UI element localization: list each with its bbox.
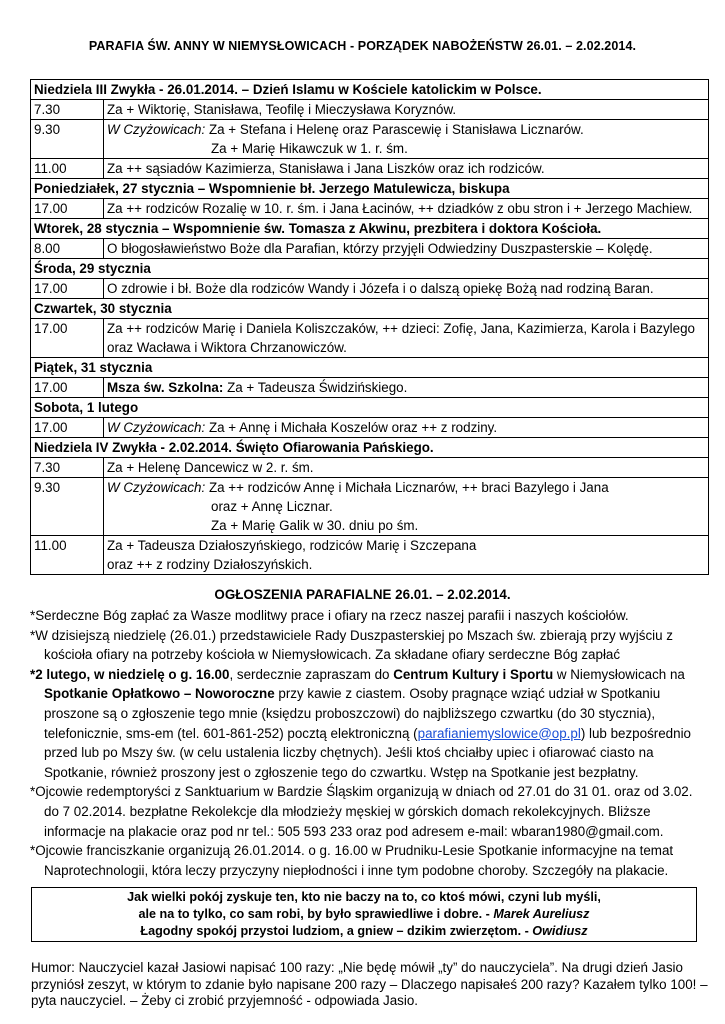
mass-intention: Za + Tadeusza Działoszyńskiego, rodziców Marię i Szczepana: [107, 538, 477, 553]
mass-intention: O zdrowie i bł. Boże dla rodziców Wandy i Józefa i o dalszą opiekę Bożą nad rodziną Baran.: [104, 279, 709, 299]
quote-line: [32, 906, 696, 923]
quote-text: ale na to tylko, co sam robi, by było sprawiedliwe i dobre. -: [138, 907, 494, 921]
mass-intention: Za + Annę i Michała Koszelów oraz ++ z rodziny.: [205, 420, 498, 435]
mass-row: [31, 418, 709, 438]
mass-place: W Czyżowicach:: [107, 122, 206, 137]
mass-time: 7.30: [31, 458, 104, 478]
announcement-bold: Centrum Kultury i Sportu: [393, 666, 554, 682]
day-header: Niedziela III Zwykła - 26.01.2014. – Dzień Islamu w Kościele katolickim w Polsce.: [31, 80, 709, 100]
mass-time: 11.00: [31, 536, 104, 575]
mass-time: 11.00: [31, 159, 104, 179]
mass-intention: Za ++ rodziców Marię i Daniela Koliszczaków, ++ dzieci: Zofię, Jana, Kazimierza, Karola i Bazylego oraz Wacława i Wiktora Chrzanowiczów.: [104, 319, 709, 358]
mass-intention-cell: [104, 478, 709, 536]
announcement-item: *Serdeczne Bóg zapłać za Wasze modlitwy prace i ofiary na rzecz naszej parafii i naszych kościołów.: [30, 608, 629, 623]
announcement-item: [30, 665, 710, 783]
announcement-text: przy kawie z ciastem. Osoby pragnące wziąć udział w Spotkaniu proszone są o zgłoszenie tego mnie (księdzu proboszczowi) do najbliższego czwartku (do 30 stycznia), telefonicznie, sms-em (tel. 601-861-252) pocztą elektroniczną (: [44, 686, 661, 741]
mass-time: 7.30: [31, 100, 104, 120]
mass-row: [31, 536, 709, 575]
mass-row: [31, 239, 709, 259]
announcement-text: , serdecznie zapraszam do: [229, 666, 394, 682]
mass-row: [31, 159, 709, 179]
mass-intention-cell: [104, 378, 709, 398]
mass-intention-cell: [104, 536, 709, 575]
mass-time: 8.00: [31, 239, 104, 259]
quote-text: Łagodny spokój przystoi ludziom, a gniew – dzikim zwierzętom. -: [140, 924, 533, 938]
mass-row: [31, 199, 709, 219]
day-header-row: [31, 299, 709, 319]
day-header: Wtorek, 28 stycznia – Wspomnienie św. Tomasza z Akwinu, prezbitera i doktora Kościoła.: [31, 219, 709, 239]
mass-intention-cell: [104, 418, 709, 438]
quote-line: [32, 923, 696, 940]
mass-intention: Za + Stefana i Helenę oraz Parascewię i Stanisława Licznarów.: [205, 122, 584, 137]
mass-time: 17.00: [31, 279, 104, 299]
mass-row: [31, 458, 709, 478]
day-header-row: [31, 259, 709, 279]
mass-time: 17.00: [31, 199, 104, 219]
mass-row: [31, 478, 709, 536]
announcement-text: w Niemysłowicach na: [553, 666, 685, 682]
announcement-item: *W dzisiejszą niedzielę (26.01.) przedstawiciele Rady Duszpasterskiej po Mszach św. zbierają przy wyjściu z kościoła ofiary na potrzeby kościoła w Niemysłowicach. Za składane ofiary serdeczne Bóg zapłać: [30, 627, 673, 663]
mass-intention: Za ++ sąsiadów Kazimierza, Stanisława i Jana Liszków oraz ich rodziców.: [104, 159, 709, 179]
day-header: Piątek, 31 stycznia: [31, 358, 709, 378]
announcements-list: [30, 606, 710, 880]
announcement-bold: *2 lutego, w niedzielę o g. 16.00: [30, 666, 230, 682]
announcement-bold: Spotkanie Opłatkowo – Noworoczne: [44, 686, 275, 702]
mass-intention: Za + Tadeusza Świdzińskiego.: [223, 380, 408, 395]
day-header-row: [31, 80, 709, 100]
quote-author: Marek Aureliusz: [493, 907, 590, 921]
mass-time: 9.30: [31, 478, 104, 536]
mass-intention-cell: [104, 120, 709, 159]
day-header: Sobota, 1 lutego: [31, 398, 709, 418]
mass-row: [31, 319, 709, 358]
mass-schedule-table: [30, 79, 709, 575]
mass-time: 17.00: [31, 418, 104, 438]
day-header: Poniedziałek, 27 stycznia – Wspomnienie bł. Jerzego Matulewicza, biskupa: [31, 179, 709, 199]
mass-row: [31, 120, 709, 159]
day-header-row: [31, 438, 709, 458]
day-header-row: [31, 398, 709, 418]
announcement-item: *Ojcowie redemptoryści z Sanktuarium w Bardzie Śląskim organizują w dniach od 27.01 do 31 01. oraz od 3.02. do 7 02.2014. bezpłatne Rekolekcje dla młodzieży męskiej w górskich domach rekolekcyjnych. Bliższe informacje na plakacie oraz pod nr tel.: 505 593 233 oraz pod adresem e-mail: wbaran1980@gmail.com.: [30, 784, 693, 839]
humor-text: Humor: Nauczyciel kazał Jasiowi napisać 100 razy: „Nie będę mówił „ty” do nauczyciela”. Na drugi dzień Jasio przyniósł zeszyt, w którym to zdanie było napisane 200 razy – Dlaczego napisałeś 200 razy? Kazałem tylko 100! – pyta nauczyciel. – Żeby ci zrobić przyjemność - odpowiada Jasio.: [31, 960, 708, 1008]
mass-intention: Za + Wiktorię, Stanisława, Teofilę i Mieczysława Koryznów.: [104, 100, 709, 120]
quote-box: [31, 887, 697, 942]
announcement-text: ) lub bezpośrednio przed lub po Mszy św. (w celu ustalenia liczby chętnych). Jeśli ktoś chciałby upiec i ofiarować ciasto na Spotkanie, również proszony jest o zgłoszenie tego do czwartku. Wstęp na Spotkanie jest bezpłatny.: [44, 725, 692, 780]
mass-place: W Czyżowicach:: [107, 420, 206, 435]
mass-time: 17.00: [31, 319, 104, 358]
mass-intention: Za ++ rodziców Annę i Michała Licznarów, ++ braci Bazylego i Jana: [205, 480, 609, 495]
email-link[interactable]: parafianiemyslowice@op.pl: [417, 725, 581, 741]
mass-time: 17.00: [31, 378, 104, 398]
mass-intention: O błogosławieństwo Boże dla Parafian, którzy przyjęli Odwiedziny Duszpasterskie – Kolędę.: [104, 239, 709, 259]
mass-intention-line2: oraz + Annę Licznar.: [211, 499, 333, 514]
mass-type: Msza św. Szkolna:: [107, 380, 224, 395]
day-header: Czwartek, 30 stycznia: [31, 299, 709, 319]
mass-place: W Czyżowicach:: [107, 480, 206, 495]
mass-intention-line2: Za + Marię Hikawczuk w 1. r. śm.: [211, 141, 408, 156]
mass-intention-line3: Za + Marię Galik w 30. dniu po śm.: [211, 518, 419, 533]
announcements-title: OGŁOSZENIA PARAFIALNE 26.01. – 2.02.2014.: [214, 587, 511, 602]
day-header-row: [31, 358, 709, 378]
day-header: Niedziela IV Zwykła - 2.02.2014. Święto Ofiarowania Pańskiego.: [31, 438, 709, 458]
page-title: PARAFIA ŚW. ANNY W NIEMYSŁOWICACH - PORZĄDEK NABOŻEŃSTW 26.01. – 2.02.2014.: [88, 39, 637, 53]
mass-time: 9.30: [31, 120, 104, 159]
quote-line: Jak wielki pokój zyskuje ten, kto nie baczy na to, co ktoś mówi, czyni lub myśli,: [127, 890, 601, 904]
mass-row: [31, 378, 709, 398]
day-header-row: [31, 219, 709, 239]
mass-row: [31, 100, 709, 120]
mass-intention: Za ++ rodziców Rozalię w 10. r. śm. i Jana Łacinów, ++ dziadków z obu stron i + Jerzego Machiew.: [104, 199, 709, 219]
mass-intention-line2: oraz ++ z rodziny Działoszyńskich.: [107, 557, 313, 572]
mass-intention: Za + Helenę Dancewicz w 2. r. śm.: [104, 458, 709, 478]
day-header-row: [31, 179, 709, 199]
day-header: Środa, 29 stycznia: [31, 259, 709, 279]
quote-author: Owidiusz: [532, 924, 588, 938]
announcement-item: *Ojcowie franciszkanie organizują 26.01.2014. o g. 16.00 w Prudniku-Lesie Spotkanie informacyjne na temat Naprotechnologii, która leczy przyczyny niepłodności i inne tym podobne choroby. Szczegóły na plakacie.: [30, 843, 674, 878]
mass-row: [31, 279, 709, 299]
